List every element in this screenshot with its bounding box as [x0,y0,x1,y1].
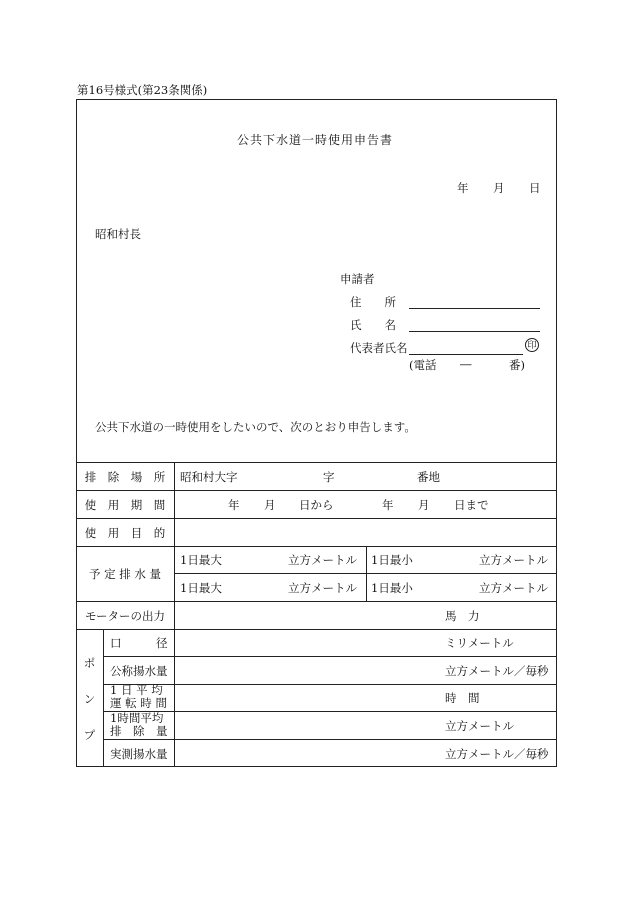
planned-discharge-label: 予 定 排 水 量 [88,567,162,581]
recipient: 昭和村長 [95,227,141,241]
phone-open: (電話 [409,358,437,372]
date-month: 月 [493,181,505,195]
period-end-day: 日まで [454,498,489,512]
representative-field[interactable] [409,354,523,355]
period-end-year: 年 [382,498,394,512]
discharge-r1-right-label: 1日最小 [371,553,413,567]
pump-rule-4 [103,739,557,740]
statement: 公共下水道の一時使用をしたいので、次のとおり申告します。 [95,420,416,434]
date-day: 日 [529,181,541,195]
applicant-heading: 申請者 [340,272,375,286]
pump-runtime-unit: 時 間 [445,691,480,705]
pump-rule-2 [103,684,557,685]
name-label: 氏 名 [350,318,396,332]
pump-label-char-1: ポ [83,656,96,670]
phone-close: 番) [509,358,525,372]
row-rule-1 [76,490,557,491]
phone-dash: ― [460,357,472,371]
pump-hourly-unit: 立方メートル [445,719,514,733]
period-start-day: 日から [299,498,334,512]
period-label: 使 用 期 間 [84,498,166,512]
pump-caliber-label: 口 径 [110,636,168,650]
discharge-r2-right-unit: 立方メートル [479,581,548,595]
period-end-month: 月 [418,498,430,512]
discharge-r1-left-unit: 立方メートル [288,553,357,567]
address-field[interactable] [409,308,540,309]
period-start-year: 年 [228,498,240,512]
pump-label-char-3: プ [83,728,96,742]
pump-nominal-label: 公称揚水量 [110,664,168,678]
pump-rule-1 [103,656,557,657]
row-rule-2 [76,518,557,519]
label-column-rule [174,462,175,767]
motor-output-unit: 馬 力 [445,609,480,623]
pump-measured-unit: 立方メートル／毎秒 [445,747,549,761]
pump-label-char-2: ン [83,692,96,706]
address-label: 住 所 [350,295,396,309]
pump-hourly-label-2: 排 除 量 [110,724,168,738]
period-start-month: 月 [264,498,276,512]
purpose-label: 使 用 目 的 [84,526,166,540]
row-rule-5 [76,629,557,630]
pump-runtime-label-1: 1 日 平 均 [110,683,163,697]
discharge-place-label: 排 除 場 所 [84,470,166,484]
motor-output-label: モーターの出力 [84,609,166,623]
table-top-rule [76,462,557,463]
discharge-split-rule [366,546,367,601]
pump-runtime-label-2: 運 転 時 間 [110,696,167,710]
pump-caliber-unit: ミリメートル [445,636,514,650]
row-rule-3 [76,546,557,547]
discharge-r2-right-label: 1日最小 [371,581,413,595]
pump-column-rule [103,629,104,767]
date-year: 年 [457,181,469,195]
discharge-place-village: 昭和村大字 [180,470,238,484]
seal-mark: 印 [525,338,539,352]
pump-rule-3 [103,711,557,712]
form-number: 第16号様式(第23条関係) [77,83,208,97]
discharge-r2-left-unit: 立方メートル [288,581,357,595]
pump-measured-label: 実測揚水量 [110,747,168,761]
pump-nominal-unit: 立方メートル／毎秒 [445,664,549,678]
row-rule-4 [76,601,557,602]
pump-hourly-label-1: 1時間平均 [110,711,164,725]
discharge-r1-left-label: 1日最大 [180,553,222,567]
discharge-place-aza: 字 [323,470,335,484]
name-field[interactable] [409,331,540,332]
discharge-r2-left-label: 1日最大 [180,581,222,595]
representative-label: 代表者氏名 [350,341,408,355]
form-title: 公共下水道一時使用申告書 [236,133,393,147]
discharge-r1-right-unit: 立方メートル [479,553,548,567]
discharge-place-banchi: 番地 [417,470,440,484]
